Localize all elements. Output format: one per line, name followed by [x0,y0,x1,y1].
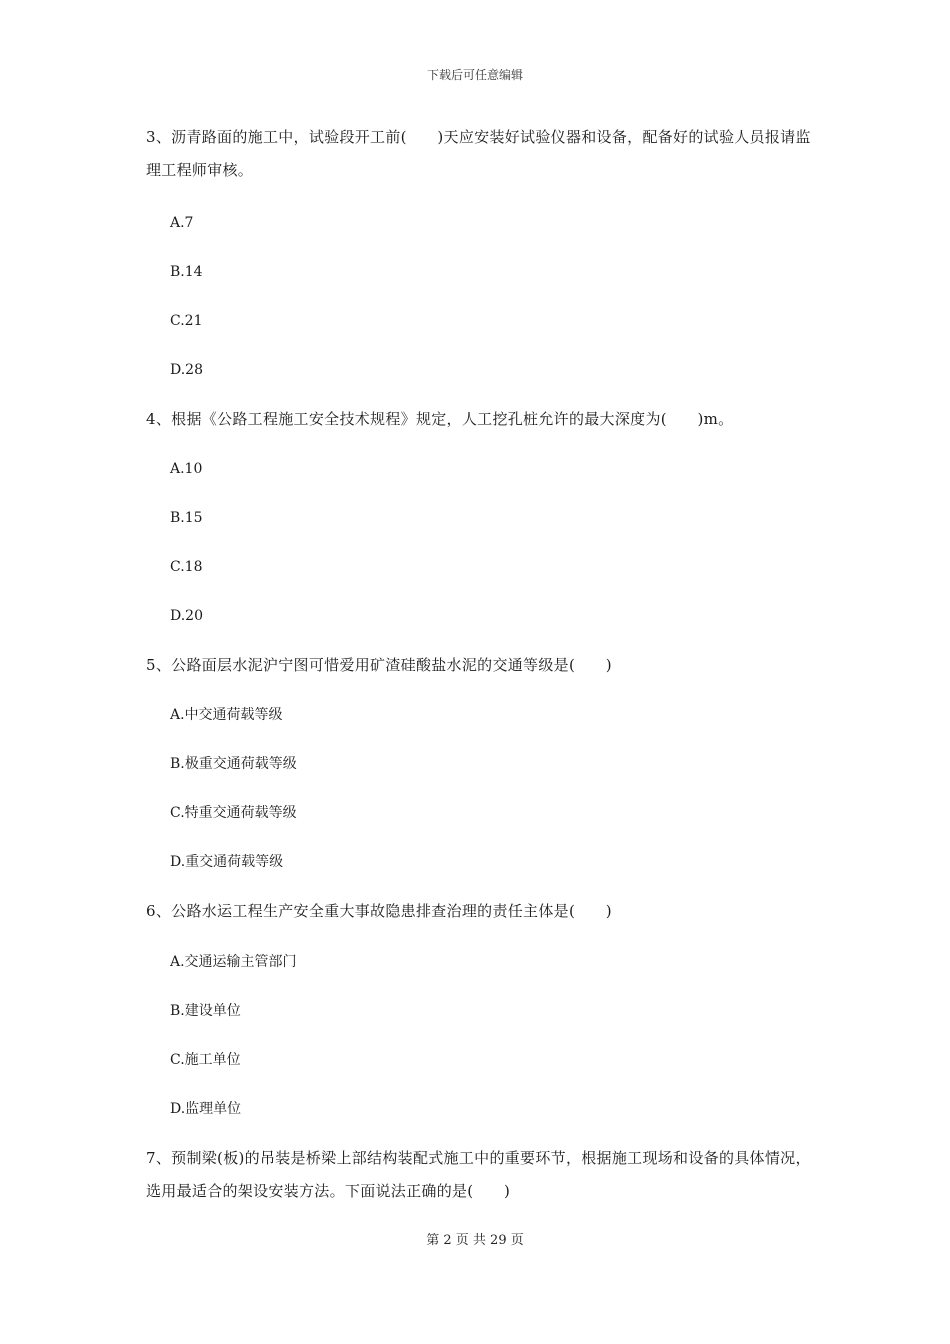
question-4-option-b: B.15 [170,510,203,526]
question-6-option-b: B.建设单位 [170,1003,241,1019]
question-6-option-d: D.监理单位 [170,1101,242,1117]
question-5-option-d: D.重交通荷载等级 [170,854,284,870]
question-4-stem: 4、根据《公路工程施工安全技术规程》规定，人工挖孔桩允许的最大深度为( )m。 [146,410,734,428]
page-footer: 第 2 页 共 29 页 [426,1233,524,1248]
question-6-stem: 6、公路水运工程生产安全重大事故隐患排查治理的责任主体是( ) [146,902,612,920]
question-5-stem: 5、公路面层水泥沪宁图可惜爱用矿渣硅酸盐水泥的交通等级是( ) [146,656,612,674]
question-3-option-d: D.28 [170,362,203,378]
page-header: 下载后可任意编辑 [426,68,523,82]
question-5-option-c: C.特重交通荷载等级 [170,805,297,821]
question-3-option-a: A.7 [170,215,194,231]
question-3-stem: 3、沥青路面的施工中，试验段开工前( )天应安装好试验仪器和设备，配备好的试验人员报请监理工程师审核。 [146,128,811,179]
question-6-option-c: C.施工单位 [170,1052,241,1068]
question-3-option-c: C.21 [170,313,203,329]
question-3-option-b: B.14 [170,264,203,280]
question-4-option-c: C.18 [170,559,203,575]
question-7-stem: 7、预制梁(板)的吊装是桥梁上部结构装配式施工中的重要环节，根据施工现场和设备的具体情况，选用最适合的架设安装方法。下面说法正确的是( ) [146,1149,811,1200]
question-4-option-a: A.10 [170,461,203,477]
question-4-option-d: D.20 [170,608,203,624]
question-5-option-a: A.中交通荷载等级 [170,707,283,723]
question-5-option-b: B.极重交通荷载等级 [170,756,297,772]
question-6-option-a: A.交通运输主管部门 [170,954,297,970]
